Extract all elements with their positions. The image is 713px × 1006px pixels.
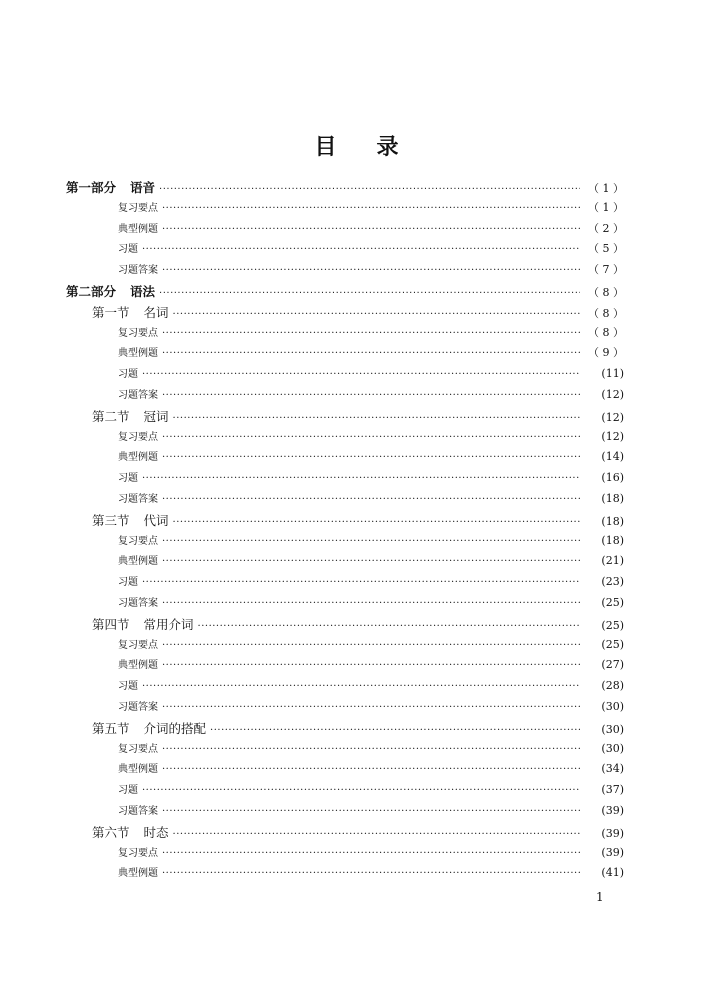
toc-entry-page: （ 8 ） <box>588 306 624 320</box>
toc-entry-title: 复习要点 <box>118 431 158 443</box>
toc-entry-title: 习题 <box>118 369 138 381</box>
page-number: 1 <box>596 890 604 904</box>
toc-entry-label <box>118 240 138 255</box>
toc-entry-page: (18) <box>601 533 624 547</box>
toc-entry-title: 复习要点 <box>118 847 158 859</box>
toc-entry-page: (12) <box>601 387 624 401</box>
toc-entry-title: 典型例题 <box>118 660 158 672</box>
toc-entry-label <box>118 261 158 276</box>
toc-entry-label <box>118 490 158 505</box>
toc-entry-page: （ 9 ） <box>588 346 624 360</box>
toc-entry-title: 代词 <box>143 512 169 528</box>
toc-entry-title: 典型例题 <box>118 223 158 235</box>
toc-entry-label <box>118 864 158 879</box>
dot-leader <box>162 494 580 505</box>
toc-entry <box>66 240 624 261</box>
toc-entry-label <box>118 469 138 484</box>
toc-entry-page: (12) <box>601 429 624 443</box>
toc-entry-page: （ 7 ） <box>588 263 624 277</box>
toc-entry <box>66 407 624 428</box>
toc-entry-label <box>118 365 138 380</box>
dot-leader <box>162 744 580 755</box>
toc-entry-label <box>118 428 158 443</box>
toc-entry <box>66 324 624 345</box>
toc-entry-label <box>66 282 155 300</box>
dot-leader <box>142 577 580 588</box>
toc-entry-label <box>118 844 158 859</box>
dot-leader <box>162 556 580 567</box>
dot-leader <box>173 413 580 424</box>
toc-entry <box>66 344 624 365</box>
toc-entry-label <box>118 573 138 588</box>
toc-entry <box>66 740 624 761</box>
toc-entry-title: 复习要点 <box>118 327 158 339</box>
toc-entry-page: (30) <box>601 722 624 736</box>
toc-entry-label <box>92 615 194 633</box>
dot-leader <box>162 640 580 651</box>
dot-leader <box>162 328 580 339</box>
toc-entry <box>66 615 624 636</box>
toc-entry-page: (34) <box>601 762 624 776</box>
toc-entry-page: （ 8 ） <box>588 285 624 299</box>
toc-entry-page: （ 1 ） <box>588 182 624 195</box>
dot-leader <box>162 224 580 235</box>
dot-leader <box>162 536 580 547</box>
toc-entry-prefix: 第三节 <box>92 512 130 528</box>
toc-entry-title: 习题答案 <box>118 701 158 713</box>
toc-entry-page: （ 2 ） <box>588 221 624 235</box>
dot-leader <box>162 702 580 713</box>
toc-entry <box>66 428 624 449</box>
toc-entry-label <box>66 178 155 196</box>
toc-entry-title: 典型例题 <box>118 348 158 360</box>
toc-entry <box>66 636 624 657</box>
toc-entry-page: (37) <box>601 783 624 797</box>
dot-leader <box>173 517 580 528</box>
toc-entry <box>66 760 624 781</box>
toc-entry-label <box>118 636 158 651</box>
toc-entry-page: (11) <box>601 367 624 381</box>
dot-leader <box>173 829 580 840</box>
toc-entry-page: (25) <box>601 618 624 632</box>
toc-entry-label <box>118 677 138 692</box>
toc-entry-title: 冠词 <box>143 408 169 424</box>
toc-entry <box>66 532 624 553</box>
toc-entry <box>66 823 624 844</box>
dot-leader <box>159 184 580 195</box>
toc-entry-label <box>92 511 169 529</box>
toc-entry <box>66 490 624 511</box>
toc-entry-page: (27) <box>601 658 624 672</box>
toc-entry-title: 习题答案 <box>118 597 158 609</box>
dot-leader <box>173 309 580 320</box>
toc-entry-page: (16) <box>601 471 624 485</box>
toc-entry-page: (25) <box>601 637 624 651</box>
dot-leader <box>162 348 580 359</box>
toc-entry <box>66 844 624 865</box>
toc-entry <box>66 677 624 698</box>
table-of-contents <box>66 178 624 885</box>
toc-entry-title: 习题答案 <box>118 265 158 277</box>
toc-entry-title: 语音 <box>130 180 156 195</box>
dot-leader <box>210 725 580 736</box>
toc-entry-title: 典型例题 <box>118 556 158 568</box>
toc-entry <box>66 656 624 677</box>
toc-entry-page: (28) <box>601 679 624 693</box>
dot-leader <box>162 203 580 214</box>
toc-entry-prefix: 第四节 <box>92 616 130 632</box>
toc-entry <box>66 594 624 615</box>
toc-entry-label <box>118 656 158 671</box>
toc-entry-page: （ 8 ） <box>588 325 624 339</box>
toc-entry-prefix: 第二部分 <box>66 283 117 299</box>
toc-entry-label <box>118 324 158 339</box>
toc-entry-title: 典型例题 <box>118 452 158 464</box>
dot-leader <box>142 785 580 796</box>
toc-entry <box>66 261 624 282</box>
toc-entry <box>66 719 624 740</box>
dot-leader <box>162 764 580 775</box>
toc-entry-prefix: 第一节 <box>92 304 130 320</box>
toc-entry-label <box>118 552 158 567</box>
toc-entry-page: (14) <box>601 450 624 464</box>
toc-entry-label <box>118 802 158 817</box>
toc-entry-page: （ 1 ） <box>588 200 624 214</box>
toc-entry-title: 语法 <box>130 283 156 299</box>
toc-entry-title: 典型例题 <box>118 764 158 776</box>
toc-entry-label <box>118 781 138 796</box>
toc-entry-title: 典型例题 <box>118 868 158 880</box>
toc-entry-title: 复习要点 <box>118 535 158 547</box>
toc-entry-page: (21) <box>601 554 624 568</box>
toc-entry <box>66 220 624 241</box>
toc-entry-page: (23) <box>601 575 624 589</box>
toc-entry <box>66 199 624 220</box>
dot-leader <box>162 806 580 817</box>
toc-entry-title: 复习要点 <box>118 639 158 651</box>
toc-entry-title: 时态 <box>143 824 169 840</box>
toc-entry-label <box>118 386 158 401</box>
toc-entry-label <box>118 344 158 359</box>
toc-entry <box>66 511 624 532</box>
dot-leader <box>198 621 580 632</box>
dot-leader <box>162 432 580 443</box>
dot-leader <box>142 473 580 484</box>
toc-entry <box>66 448 624 469</box>
toc-entry <box>66 573 624 594</box>
dot-leader <box>162 598 580 609</box>
toc-entry-label <box>118 448 158 463</box>
toc-entry-title: 习题 <box>118 244 138 256</box>
toc-entry-title: 复习要点 <box>118 743 158 755</box>
toc-entry-page: (30) <box>601 741 624 755</box>
toc-entry-page: (41) <box>601 866 624 880</box>
toc-entry-page: (39) <box>601 826 624 840</box>
toc-entry <box>66 282 624 303</box>
toc-entry <box>66 469 624 490</box>
dot-leader <box>162 848 580 859</box>
toc-entry-page: (39) <box>601 803 624 817</box>
toc-entry <box>66 802 624 823</box>
toc-entry-page: （ 5 ） <box>588 242 624 256</box>
toc-entry <box>66 781 624 802</box>
toc-entry-label <box>118 740 158 755</box>
toc-entry-label <box>92 303 169 321</box>
toc-entry-title: 习题答案 <box>118 389 158 401</box>
toc-entry-label <box>118 698 158 713</box>
toc-entry-label <box>118 220 158 235</box>
dot-leader <box>159 288 580 299</box>
toc-entry-title: 习题答案 <box>118 493 158 505</box>
toc-entry-label <box>118 594 158 609</box>
toc-entry-page: (18) <box>601 491 624 505</box>
toc-entry-label <box>92 719 206 737</box>
dot-leader <box>142 244 580 255</box>
toc-entry-prefix: 第一部分 <box>66 180 117 195</box>
toc-entry-title: 名词 <box>143 304 169 320</box>
toc-entry-title: 习题答案 <box>118 805 158 817</box>
toc-entry-title: 习题 <box>118 681 138 693</box>
toc-entry-page: (30) <box>601 699 624 713</box>
dot-leader <box>162 660 580 671</box>
toc-entry-page: (39) <box>601 845 624 859</box>
toc-entry-title: 复习要点 <box>118 202 158 214</box>
dot-leader <box>142 681 580 692</box>
toc-entry <box>66 552 624 573</box>
toc-entry-page: (18) <box>601 514 624 528</box>
toc-entry <box>66 864 624 885</box>
dot-leader <box>162 452 580 463</box>
toc-entry-page: (25) <box>601 595 624 609</box>
dot-leader <box>162 390 580 401</box>
toc-entry-label <box>92 407 169 425</box>
toc-entry-prefix: 第六节 <box>92 824 130 840</box>
dot-leader <box>162 868 580 879</box>
toc-entry-page: (12) <box>601 410 624 424</box>
toc-entry-title: 习题 <box>118 577 138 589</box>
dot-leader <box>162 265 580 276</box>
toc-entry-prefix: 第二节 <box>92 408 130 424</box>
toc-entry <box>66 365 624 386</box>
toc-entry <box>66 303 624 324</box>
toc-entry-title: 介词的搭配 <box>143 720 207 736</box>
toc-entry-title: 习题 <box>118 785 138 797</box>
toc-entry-label <box>118 532 158 547</box>
toc-entry-label <box>118 199 158 214</box>
toc-entry-label <box>92 823 169 841</box>
toc-entry <box>66 386 624 407</box>
page-title: 目录 <box>314 135 439 160</box>
toc-entry-title: 习题 <box>118 473 138 485</box>
toc-entry <box>66 178 624 199</box>
toc-entry <box>66 698 624 719</box>
toc-entry-prefix: 第五节 <box>92 720 130 736</box>
toc-entry-title: 常用介词 <box>143 616 194 632</box>
dot-leader <box>142 369 580 380</box>
toc-entry-label <box>118 760 158 775</box>
